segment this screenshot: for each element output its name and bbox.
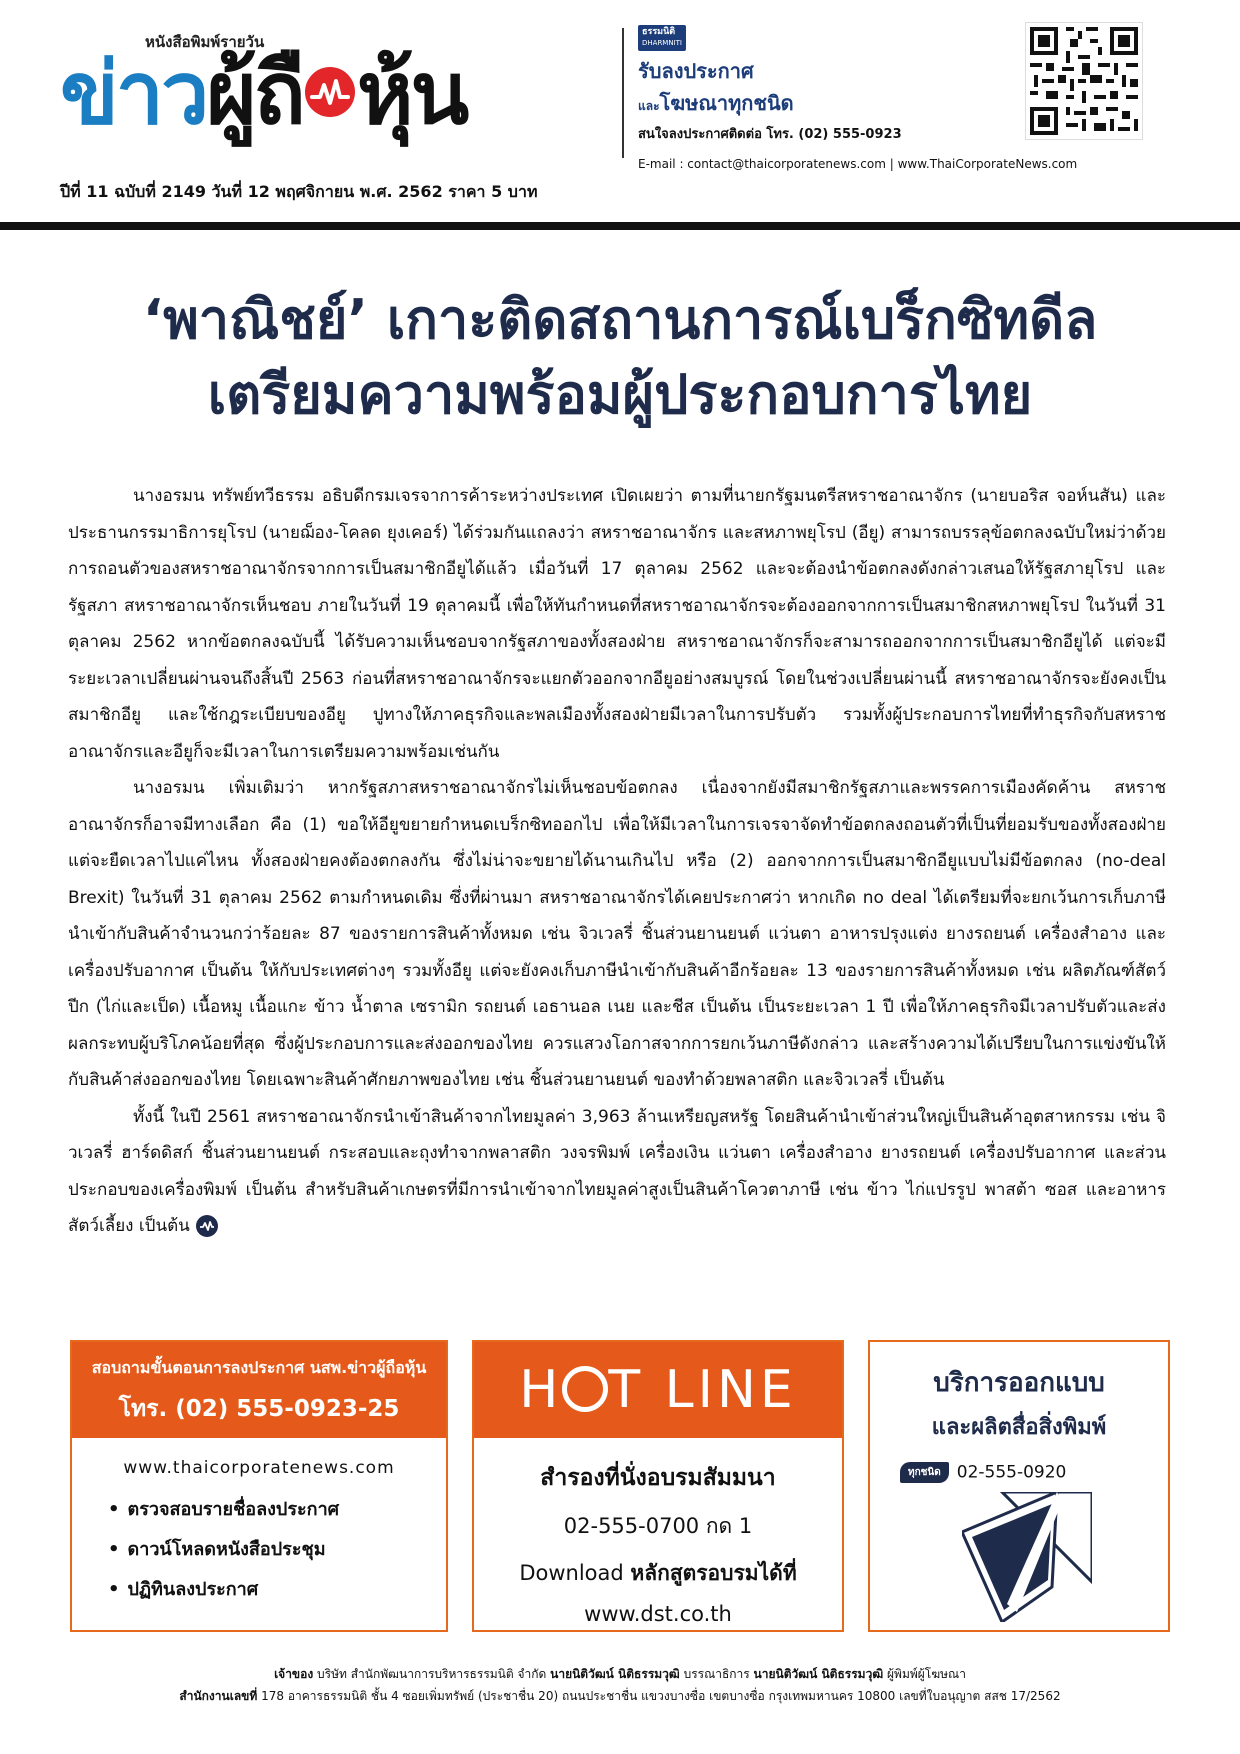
announcement-box-phone: โทร. (02) 555-0923-25	[118, 1396, 400, 1422]
imprint-office-label: สำนักงานเลขที่	[179, 1689, 258, 1703]
brand-sub: DHARMNITI	[642, 39, 682, 47]
announcement-service-box	[70, 1340, 448, 1632]
hotline-seminar-booking: สำรองที่นั่งอบรมสัมมนา	[540, 1465, 776, 1491]
logo-wordmark	[60, 44, 466, 144]
imprint-publisher-label: ผู้พิมพ์ผู้โฆษณา	[883, 1667, 966, 1681]
announcement-service-list	[72, 1490, 446, 1610]
imprint-line-2	[60, 1685, 1180, 1707]
hotline-phone: 02-555-0700 กด 1	[563, 1514, 753, 1538]
print-service-tag: ทุกชนิด	[900, 1462, 949, 1483]
imprint-owner: บริษัท สำนักพัฒนาการบริหารธรรมนิติ จำกัด	[313, 1667, 551, 1681]
imprint-editor-name: นายนิติวัฒน์ นิติธรรมวุฒิ	[550, 1667, 680, 1681]
ad-line-2	[638, 87, 938, 119]
hotline-header	[474, 1342, 842, 1438]
logo-part-3: หุ้น	[356, 44, 467, 144]
course-text: หลักสูตรอบรมได้ที่	[630, 1561, 797, 1585]
announcement-box-title: สอบถามขั้นตอนการลงประกาศ นสพ.ข่าวผู้ถือหุ้น	[91, 1358, 427, 1377]
hotline-letter-h: H	[519, 1360, 563, 1420]
stock-chart-logo-icon	[305, 67, 355, 117]
qr-code-icon	[1025, 22, 1143, 140]
phone-icon	[562, 1366, 608, 1412]
ad-contact-phone: สนใจลงประกาศติดต่อ โทร. (02) 555-0923	[638, 127, 902, 142]
imprint-publisher-name: นายนิติวัฒน์ นิติธรรมวุฒิ	[753, 1667, 884, 1681]
imprint-owner-label: เจ้าของ	[274, 1667, 314, 1681]
list-item: • ตรวจสอบรายชื่อลงประกาศ	[108, 1490, 446, 1530]
article-paragraph-3-text: ทั้งนี้ ในปี 2561 สหราชอาณาจักรนำเข้าสินค้าจากไทยมูลค่า 3,963 ล้านเหรียญสหรัฐ โดยสินค้านำเข้าส่วนใหญ่เป็นสินค้าอุตสาหกรรม เช่น จิวเวลรี่ ฮาร์ดดิสก์ ชิ้นส่วนยานยนต์ กระสอบและถุงทำจากพลาสติก วงจรพิมพ์ เครื่องเงิน แว่นตา เครื่องสำอาง ยางรถยนต์ เครื่องปรับอากาศ และส่วนประกอบของเครื่องพิมพ์ เป็นต้น สำหรับสินค้าเกษตรที่มีการนำเข้าจากไทยมูลค่าสูงเป็นสินค้าโควตาภาษี เช่น ข้าว ไก่แปรรูป พาสต้า ซอส และอาหารสัตว์เลี้ยง เป็นต้น	[68, 1106, 1166, 1236]
ad-line-1: รับลงประกาศ	[638, 59, 754, 83]
headline-line-2: เตรียมความพร้อมผู้ประกอบการไทย	[207, 363, 1033, 426]
article-paragraph-3	[68, 1099, 1166, 1245]
print-service-phone: 02-555-0920	[956, 1462, 1067, 1483]
advertising-block	[638, 25, 938, 165]
imprint-address: 178 อาคารธรรมนิติ ชั้น 4 ซอยเพิ่มทรัพย์ (ประชาชื่น 20) ถนนประชาชื่น แขวงบางซื่อ เขตบางซื่อ กรุงเทพมหานคร 10800 เลขที่ใบอนุญาต สสช 17/2562	[257, 1689, 1061, 1703]
headline	[60, 285, 1180, 435]
hotline-download-line	[474, 1557, 842, 1590]
imprint-line-1	[60, 1663, 1180, 1685]
article-body	[68, 478, 1166, 1245]
hotline-text: T LINE	[608, 1360, 797, 1420]
article-paragraph-1: นางอรมน ทรัพย์ทวีธรรม อธิบดีกรมเจรจาการค้าระหว่างประเทศ เปิดเผยว่า ตามที่นายกรัฐมนตรีสหราชอาณาจักร (นายบอริส จอห์นสัน) และประธานกรรมาธิการยุโรป (นายฌ็อง-โคลด ยุงเคอร์) ได้ร่วมกันแถลงว่า สหราชอาณาจักร และสหภาพยุโรป (อียู) สามารถบรรลุข้อตกลงฉบับใหม่ว่าด้วยการถอนตัวของสหราชอาณาจักรจากการเป็นสมาชิกอียูได้แล้ว เมื่อวันที่ 17 ตุลาคม 2562 และจะต้องนำข้อตกลงดังกล่าวเสนอให้รัฐสภายุโรป และรัฐสภา สหราชอาณาจักรเห็นชอบ ภายในวันที่ 19 ตุลาคมนี้ เพื่อให้ทันกำหนดที่สหราชอาณาจักรจะต้องออกจากการเป็นสมาชิกสหภาพยุโรป ในวันที่ 31 ตุลาคม 2562 หากข้อตกลงฉบับนี้ ได้รับความเห็นชอบจากรัฐสภาของทั้งสองฝ่าย สหราชอาณาจักรก็จะสามารถออกจากการเป็นสมาชิกอียูได้ แต่จะมีระยะเวลาเปลี่ยนผ่านจนถึงสิ้นปี 2563 ก่อนที่สหราชอาณาจักรจะแยกตัวออกจากอียูอย่างสมบูรณ์ โดยในช่วงเปลี่ยนผ่านนี้ สหราชอาณาจักรจะยังคงเป็นสมาชิกอียู และใช้กฎระเบียบของอียู ปูทางให้ภาคธุรกิจและพลเมืองทั้งสองฝ่ายมีเวลาในการปรับตัว รวมทั้งผู้ประกอบการไทยที่ทำธุรกิจกับสหราชอาณาจักรและอียูก็จะมีเวลาในการเตรียมความพร้อมเช่นกัน	[68, 486, 1166, 762]
print-service-title-1: บริการออกแบบ	[933, 1368, 1105, 1398]
brand-name: ธรรมนิติ	[642, 27, 676, 37]
end-of-article-icon	[196, 1215, 218, 1237]
article-paragraph-2: นางอรมน เพิ่มเติมว่า หากรัฐสภาสหราชอาณาจักรไม่เห็นชอบข้อตกลง เนื่องจากยังมีสมาชิกรัฐสภาและพรรคการเมืองคัดค้าน สหราชอาณาจักรก็อาจมีทางเลือก คือ (1) ขอให้อียูขยายกำหนดเบร็กซิทออกไป เพื่อให้มีเวลาในการเจรจาจัดทำข้อตกลงถอนตัวที่เป็นที่ยอมรับของทั้งสองฝ่าย แต่จะยืดเวลาไปแค่ไหน ทั้งสองฝ่ายคงต้องตกลงกัน ซึ่งไม่น่าจะขยายได้นานเกินไป หรือ (2) ออกจากการเป็นสมาชิกอียูแบบไม่มีข้อตกลง (no-deal Brexit) ในวันที่ 31 ตุลาคม 2562 ตามกำหนดเดิม ซึ่งที่ผ่านมา สหราชอาณาจักรได้เคยประกาศว่า หากเกิด no deal ได้เตรียมที่จะยกเว้นการเก็บภาษีนำเข้ากับสินค้าจำนวนกว่าร้อยละ 87 ของรายการสินค้าทั้งหมด เช่น จิวเวลรี่ ชิ้นส่วนยานยนต์ แว่นตา อาหารปรุงแต่ง ยางรถยนต์ เครื่องสำอาง และเครื่องปรับอากาศ เป็นต้น ให้กับประเทศต่างๆ รวมทั้งอียู แต่จะยังคงเก็บภาษีนำเข้ากับสินค้าอีกร้อยละ 13 ของรายการสินค้าทั้งหมด เช่น ผลิตภัณฑ์สัตว์ปีก (ไก่และเป็ด) เนื้อหมู เนื้อแกะ ข้าว น้ำตาล เซรามิก รถยนต์ เอธานอล เนย และชีส เป็นต้น เป็นระยะเวลา 1 ปี เพื่อให้ภาคธุรกิจมีเวลาปรับตัวและส่งผลกระทบผู้บริโภคน้อยที่สุด ซึ่งผู้ประกอบการและส่งออกของไทย ควรแสวงโอกาสจากการยกเว้นภาษีดังกล่าว และสร้างความได้เปรียบในการแข่งขันให้กับสินค้าส่งออกของไทย โดยเฉพาะสินค้าศักยภาพของไทย เช่น ชิ้นส่วนยานยนต์ ของทำด้วยพลาสติก และจิวเวลรี่ เป็นต้น	[68, 778, 1166, 1090]
ad-line-2-prefix: และ	[638, 99, 660, 113]
logo-part-2: ผู้ถื	[206, 44, 303, 144]
hotline-website-link[interactable]: www.dst.co.th	[584, 1602, 732, 1626]
print-service-contact	[870, 1462, 1168, 1483]
headline-line-1: ‘พาณิชย์’ เกาะติดสถานการณ์เบร็กซิทดีล	[142, 288, 1098, 351]
folded-paper-icon	[962, 1492, 1092, 1622]
logo-part-1: ข่าว	[60, 44, 207, 144]
imprint-editor-label: บรรณาธิการ	[679, 1667, 754, 1681]
issue-info: ปีที่ 11 ฉบับที่ 2149 วันที่ 12 พฤศจิกายน พ.ศ. 2562 ราคา 5 บาท	[60, 182, 538, 201]
hotline-box	[472, 1340, 844, 1632]
print-design-service-box	[868, 1340, 1170, 1632]
masthead-divider	[622, 28, 624, 158]
imprint	[60, 1663, 1180, 1707]
list-item: • ดาวน์โหลดหนังสือประชุม	[108, 1530, 446, 1570]
announcement-box-header	[72, 1342, 446, 1438]
print-service-title-2: และผลิตสื่อสิ่งพิมพ์	[931, 1415, 1107, 1440]
announcement-website-link[interactable]: www.thaicorporatenews.com	[123, 1458, 395, 1478]
logo-tagline: หนังสือพิมพ์รายวัน	[145, 33, 265, 51]
dharmniti-brand-badge	[638, 25, 686, 51]
ad-line-2-text: โฆษณาทุกชนิด	[659, 91, 794, 115]
print-service-title	[870, 1362, 1168, 1444]
newspaper-logo	[60, 30, 670, 180]
download-word: Download	[519, 1561, 624, 1585]
list-item: • ปฏิทินลงประกาศ	[108, 1570, 446, 1610]
hotline-body	[474, 1460, 842, 1626]
masthead-rule	[0, 222, 1240, 230]
ad-email-and-website[interactable]: E-mail : contact@thaicorporatenews.com | www.ThaiCorporateNews.com	[638, 157, 1078, 171]
